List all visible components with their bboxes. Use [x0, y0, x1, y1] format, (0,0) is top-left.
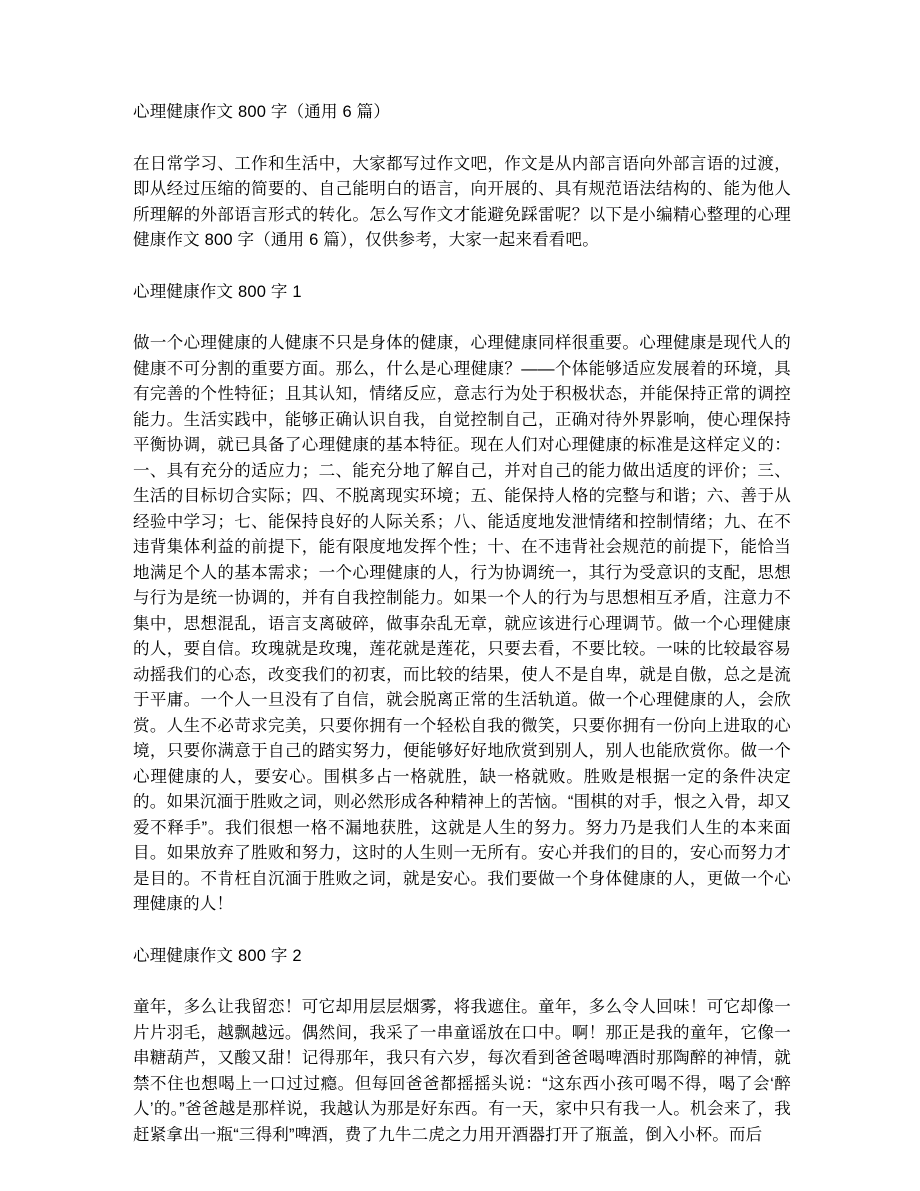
essay-2-body-partial: 童年，多么让我留恋！可它却用层层烟雾，将我遮住。童年，多么令人回味！可它却像一片片羽毛，越飘越远。偶然间，我采了一串童谣放在口中。啊！那正是我的童年，它像一串糖葫芦，又酸又甜！记得那年，我只有六岁，每次看到爸爸喝啤酒时那陶醉的神情，就禁不住也想喝上一口过过瘾。但每回爸爸都摇摇头说：“这东西小孩可喝不得，喝了会‘醉人’的。”爸爸越是那样说，我越认为那是好东西。有一天，家中只有我一人。机会来了，我赶紧拿出一瓶“三得利”啤酒，费了九牛二虎之力用开酒器打开了瓶盖，倒入小杯。而后 — [133, 998, 791, 1144]
essay-1-heading: 心理健康作文 800 字 1 — [133, 282, 302, 301]
essay-1-body: 做一个心理健康的人健康不只是身体的健康，心理健康同样很重要。心理健康是现代人的健康不可分割的重要方面。那么，什么是心理健康？——个体能够适应发展着的环境，具有完善的个性特征；且其认知，情绪反应，意志行为处于积极状态，并能保持正常的调控能力。生活实践中，能够正确认识自我，自觉控制自己，正确对待外界影响，使心理保持平衡协调，就已具备了心理健康的基本特征。现在人们对心理健康的标准是这样定义的：一、具有充分的适应力；二、能充分地了解自己，并对自己的能力做出适度的评价；三、生活的目标切合实际；四、不脱离现实环境；五、能保持人格的完整与和谐；六、善于从经验中学习；七、能保持良好的人际关系；八、能适度地发泄情绪和控制情绪；九、在不违背集体利益的前提下，能有限度地发挥个性；十、在不违背社会规范的前提下，能恰当地满足个人的基本需求；一个心理健康的人，行为协调统一，其行为受意识的支配，思想与行为是统一协调的，并有自我控制能力。如果一个人的行为与思想相互矛盾，注意力不集中，思想混乱，语言支离破碎，做事杂乱无章，就应该进行心理调节。做一个心理健康的人，要自信。玫瑰就是玫瑰，莲花就是莲花，只要去看，不要比较。一味的比较最容易动摇我们的心态，改变我们的初衷，而比较的结果，使人不是自卑，就是自傲，总之是流于平庸。一个人一旦没有了自信，就会脱离正常的生活轨道。做一个心理健康的人，会欣赏。人生不必苛求完美，只要你拥有一个轻松自我的微笑，只要你拥有一份向上进取的心境，只要你满意于自己的踏实努力，便能够好好地欣赏到别人，别人也能欣赏你。做一个心理健康的人，要安心。围棋多占一格就胜，缺一格就败。胜败是根据一定的条件决定的。如果沉湎于胜败之词，则必然形成各种精神上的苦恼。“围棋的对手，恨之入骨，却又爱不释手”。我们很想一格不漏地获胜，这就是人生的努力。努力乃是我们人生的本来面目。如果放弃了胜败和努力，这时的人生则一无所有。安心并我们的目的，安心而努力才是目的。不肯枉自沉湎于胜败之词，就是安心。我们要做一个身体健康的人，更做一个心理健康的人！ — [133, 334, 791, 913]
document-content — [133, 100, 791, 1174]
intro-paragraph: 在日常学习、工作和生活中，大家都写过作文吧，作文是从内部言语向外部言语的过渡，即从经过压缩的简要的、自己能明白的语言，向开展的、具有规范语法结构的、能为他人所理解的外部语言形式的转化。怎么写作文才能避免踩雷呢？以下是小编精心整理的心理健康作文 800 字（通用 6 篇），仅供参考，大家一起来看看吧。 — [133, 154, 791, 249]
document-title: 心理健康作文 800 字（通用 6 篇） — [133, 103, 391, 121]
essay-2-heading: 心理健康作文 800 字 2 — [133, 946, 302, 965]
